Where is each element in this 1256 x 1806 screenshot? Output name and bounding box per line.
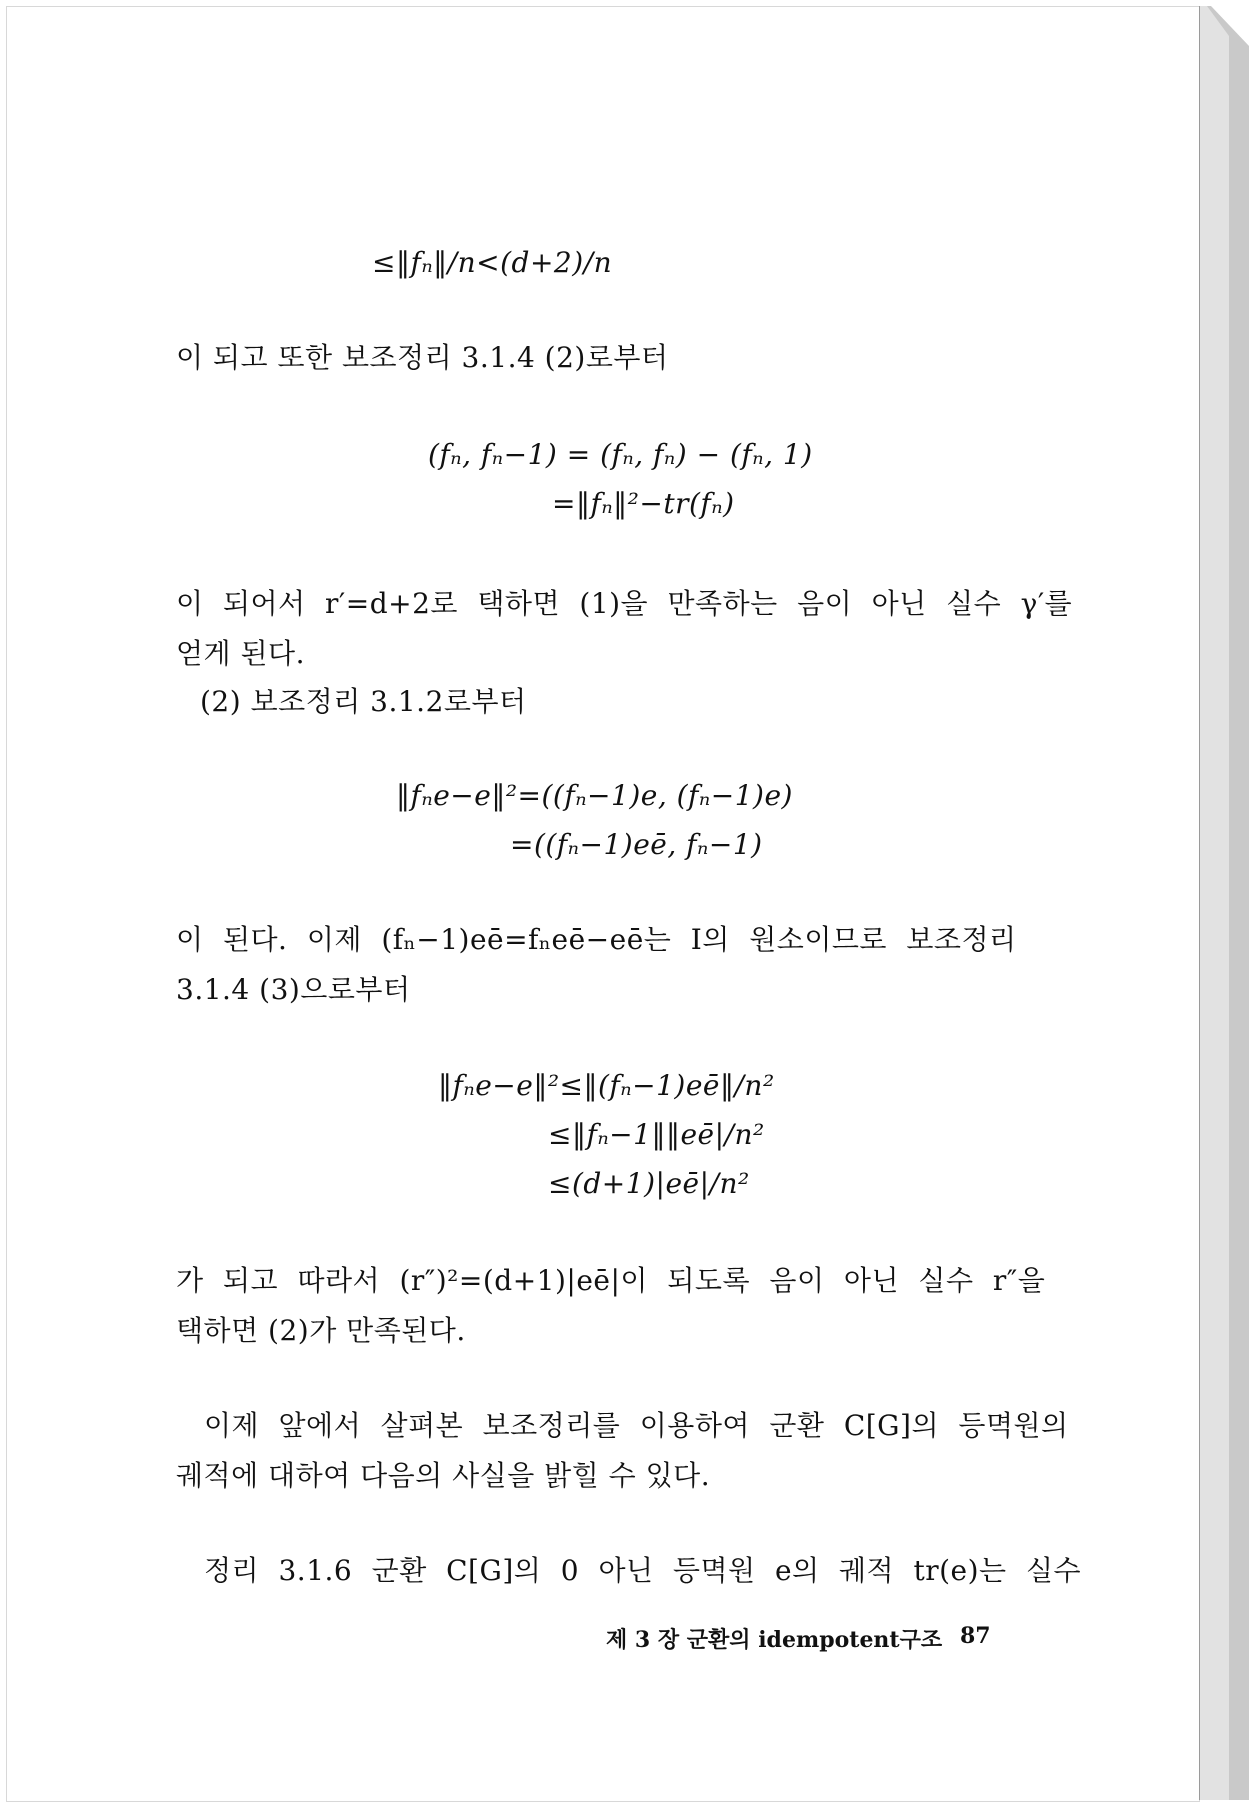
- text-line-10: 이 된다. 이제 (fₙ−1)eē=fₙeē−eē는 I의 원소이므로 보조정리: [176, 923, 1017, 956]
- page-number: 87: [960, 1623, 991, 1649]
- text-line-15: 가 되고 따라서 (r″)²=(d+1)|eē|이 되도록 음이 아닌 실수 r″을: [176, 1264, 1046, 1297]
- math-line-3: (fₙ, fₙ−1) = (fₙ, fₙ) − (fₙ, 1): [428, 438, 813, 471]
- text-line-17: 이제 앞에서 살펴본 보조정리를 이용하여 군환 C[G]의 등멱원의: [204, 1409, 1069, 1442]
- math-line-8: ‖fₙe−e‖²=((fₙ−1)e, (fₙ−1)e): [396, 779, 793, 812]
- math-line-4: =‖fₙ‖²−tr(fₙ): [552, 487, 735, 520]
- math-line-14: ≤(d+1)|eē|/n²: [548, 1167, 750, 1200]
- text-line-5: 이 되어서 r′=d+2로 택하면 (1)을 만족하는 음이 아닌 실수 γ′를: [176, 587, 1073, 620]
- text-line-11: 3.1.4 (3)으로부터: [176, 973, 411, 1006]
- text-line-6: 얻게 된다.: [176, 637, 305, 670]
- math-line-12: ‖fₙe−e‖²≤‖(fₙ−1)eē‖/n²: [438, 1069, 775, 1102]
- text-line-2: 이 되고 또한 보조정리 3.1.4 (2)로부터: [176, 341, 669, 374]
- page-edge-shadow: [1199, 6, 1249, 1800]
- running-footer-chapter: 제 3 장 군환의 idempotent구조: [606, 1627, 943, 1653]
- text-line-18: 궤적에 대하여 다음의 사실을 밝힐 수 있다.: [176, 1459, 711, 1492]
- math-line-1: ≤‖fₙ‖/n<(d+2)/n: [372, 246, 613, 279]
- theorem-line-19: 정리 3.1.6 군환 C[G]의 0 아닌 등멱원 e의 궤적 tr(e)는 실수: [204, 1554, 1082, 1587]
- math-line-13: ≤‖fₙ−1‖‖eē|/n²: [548, 1118, 765, 1151]
- text-line-7: (2) 보조정리 3.1.2로부터: [200, 685, 527, 718]
- math-line-9: =((fₙ−1)eē, fₙ−1): [510, 828, 763, 861]
- text-line-16: 택하면 (2)가 만족된다.: [176, 1314, 466, 1347]
